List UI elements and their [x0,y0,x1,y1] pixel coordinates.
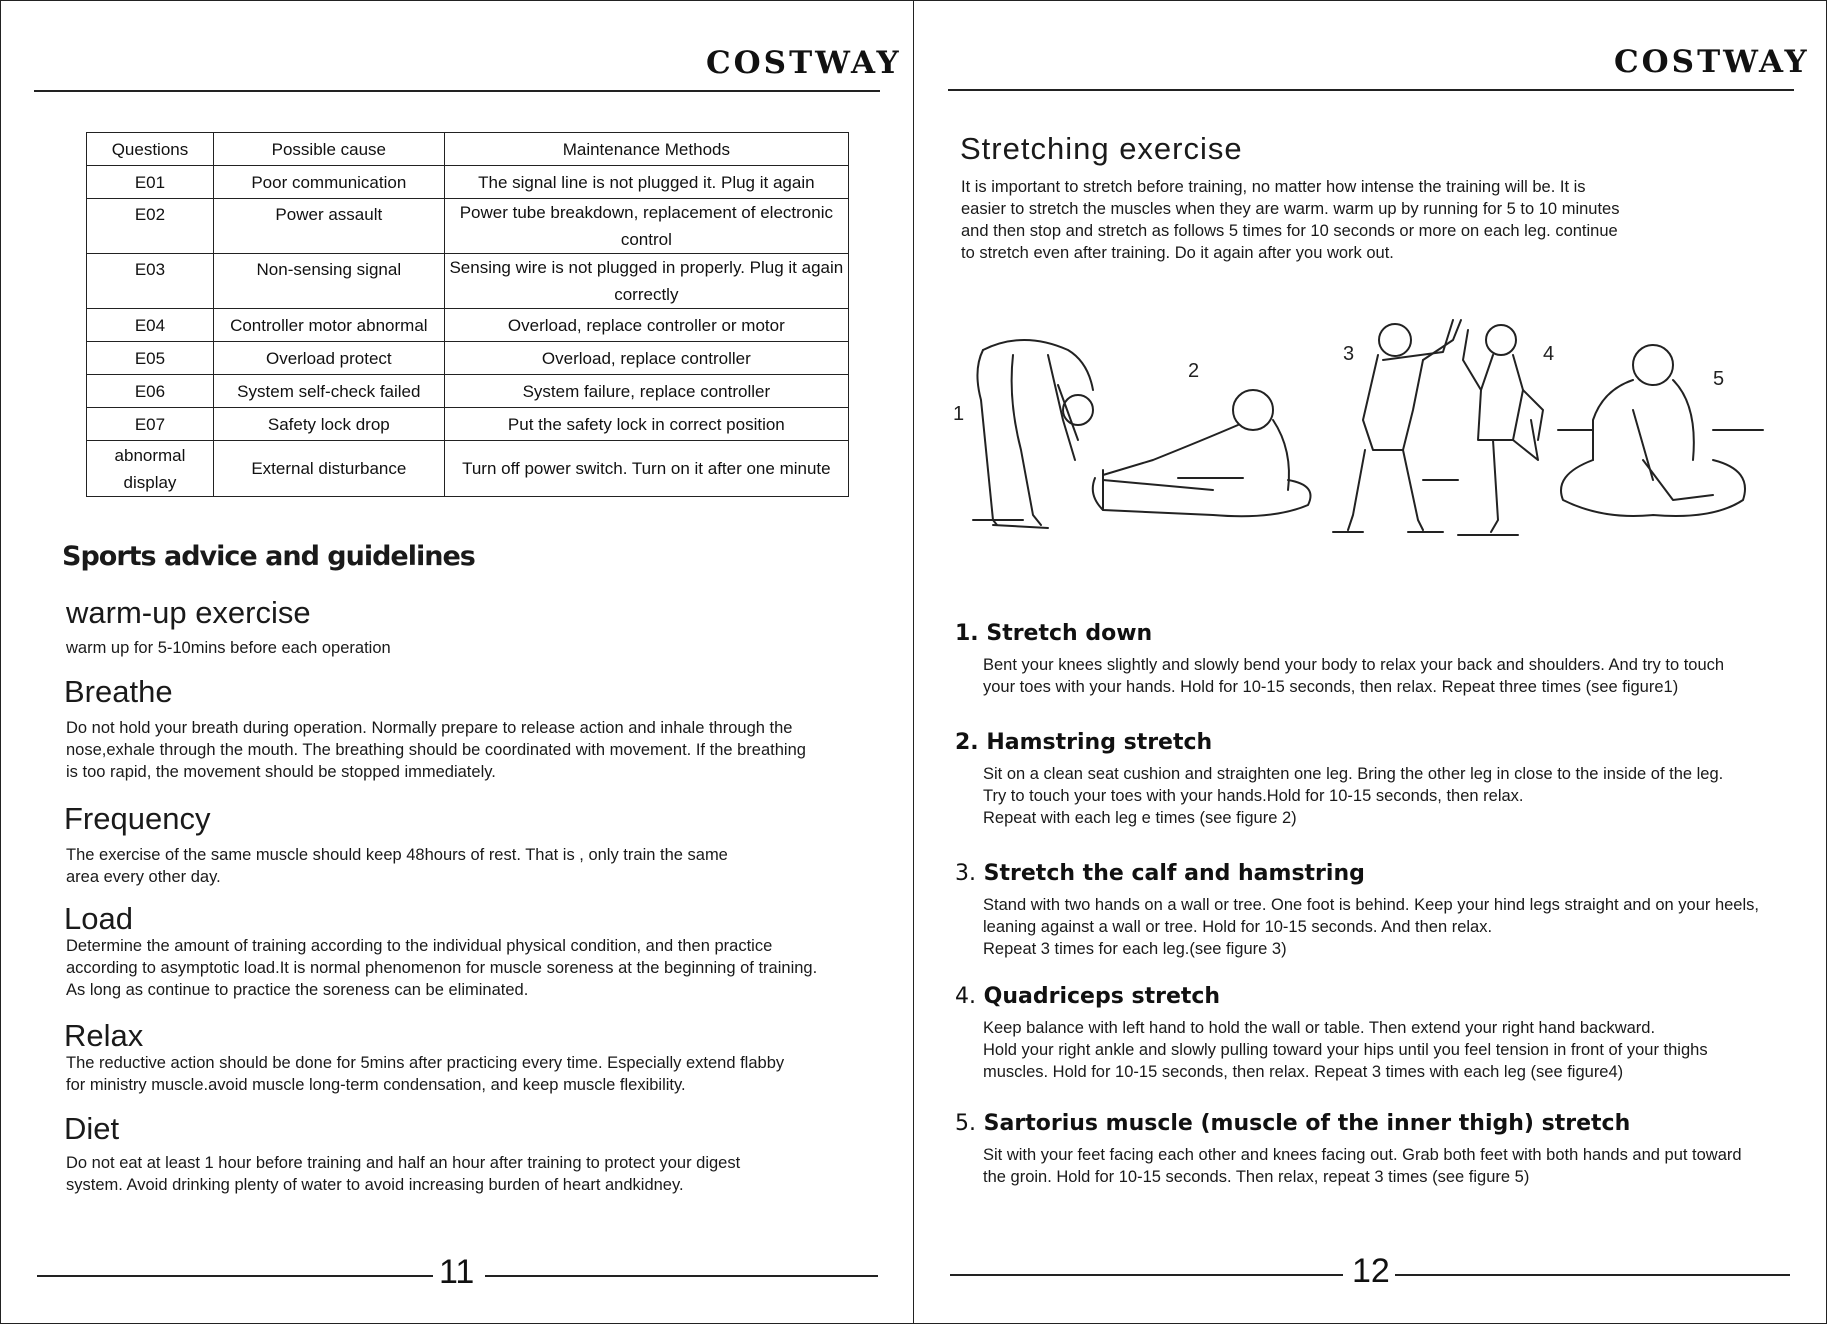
cause-cell: System self-check failed [213,375,444,408]
warmup-heading: warm-up exercise [66,595,311,630]
footer-rule-right [1395,1274,1790,1276]
figure-label-2: 2 [1188,360,1200,382]
method-cell: System failure, replace controller [444,375,848,408]
cause-cell: External disturbance [213,441,444,497]
cause-cell: Controller motor abnormal [213,309,444,342]
method-cell: Overload, replace controller or motor [444,309,848,342]
load-heading: Load [64,901,133,936]
step-5-heading [955,1111,1630,1136]
step-title: Quadriceps stretch [983,984,1221,1009]
step-number: 4. [955,984,976,1009]
table-row [87,408,849,441]
code-cell: E01 [87,166,214,199]
error-code-table [86,132,849,497]
code-cell: abnormal display [87,441,214,497]
frequency-text: The exercise of the same muscle should keep 48hours of rest. That is , only train the same area every other day. [66,846,728,886]
table-row [87,342,849,375]
table-row [87,441,849,497]
step-2-text: Sit on a clean seat cushion and straighten one leg. Bring the other leg in close to the inside of the leg. Try to touch your toes with your hands.Hold for 10-15 seconds, then relax. Repeat with each leg e times (see figure 2) [983,765,1724,827]
header-rule [34,90,880,92]
cause-cell: Power assault [213,199,444,254]
method-cell: Power tube breakdown, replacement of electronic control [444,199,848,254]
figure-1-stretch-down [973,340,1093,528]
load-text: Determine the amount of training according to the individual physical condition, and then practice according to asymptotic load.It is normal phenomenon for muscle soreness at the beginning of training. As long as continue to practice the soreness can be eliminated. [66,937,818,999]
step-number: 2. [955,730,979,755]
method-cell: Turn off power switch. Turn on it after one minute [444,441,848,497]
page-number: 12 [1352,1252,1390,1290]
step-number: 3. [955,861,976,886]
footer-rule-left [37,1275,433,1277]
cause-cell: Poor communication [213,166,444,199]
step-1-heading [955,621,1152,646]
step-1-text: Bent your knees slightly and slowly bend your body to relax your back and shoulders. And try to touch your toes with your hands. Hold for 10-15 seconds, then relax. Repeat three times (see figure1) [983,656,1725,696]
method-cell: Put the safety lock in correct position [444,408,848,441]
figure-label-3: 3 [1343,343,1355,365]
figure-label-1: 1 [953,403,965,425]
header-possible-cause: Possible cause [213,133,444,166]
step-4-text: Keep balance with left hand to hold the wall or table. Then extend your right hand backward. Hold your right ankle and slowly pulling toward your hips until you feel tension in front of your thighs muscles. Hold for 10-15 seconds, then relax. Repeat 3 times with each leg (see figure4) [983,1019,1708,1081]
table-row [87,309,849,342]
step-3-heading [955,861,1365,886]
figure-label-5: 5 [1713,368,1725,390]
breathe-heading: Breathe [64,674,173,709]
diet-text: Do not eat at least 1 hour before training and half an hour after training to protect your digest system. Avoid drinking plenty of water to avoid increasing burden of heart andkidney. [66,1154,741,1194]
code-cell: E03 [87,254,214,309]
step-2-heading [955,730,1212,755]
figure-4-quadriceps [1458,325,1543,535]
step-title: Stretch down [986,621,1153,646]
table-row [87,375,849,408]
stretching-figures [953,310,1793,570]
figure-label-4: 4 [1543,343,1555,365]
section-title: Sports advice and guidelines [62,541,475,572]
code-cell: E04 [87,309,214,342]
stretching-intro: It is important to stretch before training, no matter how intense the training will be. It is easier to stretch the muscles when they are warm. warm up by running for 5 to 10 minutes and then stop and stretch as follows 5 times for 10 seconds or more on each leg. continue to stretch even after training. Do it again after you work out. [961,178,1620,262]
footer-rule-right [485,1275,878,1277]
step-4-heading [955,984,1220,1009]
header-maintenance-methods: Maintenance Methods [444,133,848,166]
step-3-text: Stand with two hands on a wall or tree. One foot is behind. Keep your hind legs straight and on your heels, leaning against a wall or tree. Hold for 10-15 seconds. And then relax. Repeat 3 times for each leg.(see figure 3) [983,896,1759,958]
table-row [87,166,849,199]
stretching-title: Stretching exercise [960,131,1243,166]
relax-text: The reductive action should be done for 5mins after practicing every time. Especially extend flabby for ministry muscle.avoid muscle long-term condensation, and keep muscle flexibility. [66,1054,785,1094]
brand-logo: COSTWAY [706,45,902,81]
brand-logo: COSTWAY [1614,44,1810,80]
warmup-text: warm up for 5-10mins before each operation [66,639,391,657]
step-number: 5. [955,1111,976,1136]
page-number: 11 [439,1253,475,1291]
table-row [87,254,849,309]
step-title: Hamstring stretch [986,730,1213,755]
method-cell: The signal line is not plugged it. Plug it again [444,166,848,199]
diet-heading: Diet [64,1111,120,1146]
cause-cell: Non-sensing signal [213,254,444,309]
header-rule [948,89,1794,91]
code-cell: E05 [87,342,214,375]
figure-2-hamstring [1093,390,1311,516]
figure-5-sartorius [1558,345,1763,516]
cause-cell: Overload protect [213,342,444,375]
table-row [87,199,849,254]
frequency-heading: Frequency [64,801,211,836]
step-title: Stretch the calf and hamstring [983,861,1365,886]
cause-cell: Safety lock drop [213,408,444,441]
code-cell: E02 [87,199,214,254]
code-cell: E06 [87,375,214,408]
method-cell: Overload, replace controller [444,342,848,375]
footer-rule-left [950,1274,1343,1276]
step-5-text: Sit with your feet facing each other and knees facing out. Grab both feet with both hands and put toward the groin. Hold for 10-15 seconds. Then relax, repeat 3 times (see figure 5) [983,1146,1742,1186]
relax-heading: Relax [64,1018,144,1053]
header-questions: Questions [87,133,214,166]
table-header-row [87,133,849,166]
code-cell: E07 [87,408,214,441]
breathe-text: Do not hold your breath during operation. Normally prepare to release action and inhale through the nose,exhale through the mouth. The breathing should be coordinated with movement. If the breathing is too rapid, the movement should be stopped immediately. [66,719,806,781]
method-cell: Sensing wire is not plugged in properly. Plug it again correctly [444,254,848,309]
step-number: 1. [955,621,979,646]
step-title: Sartorius muscle (muscle of the inner thigh) stretch [983,1111,1631,1136]
